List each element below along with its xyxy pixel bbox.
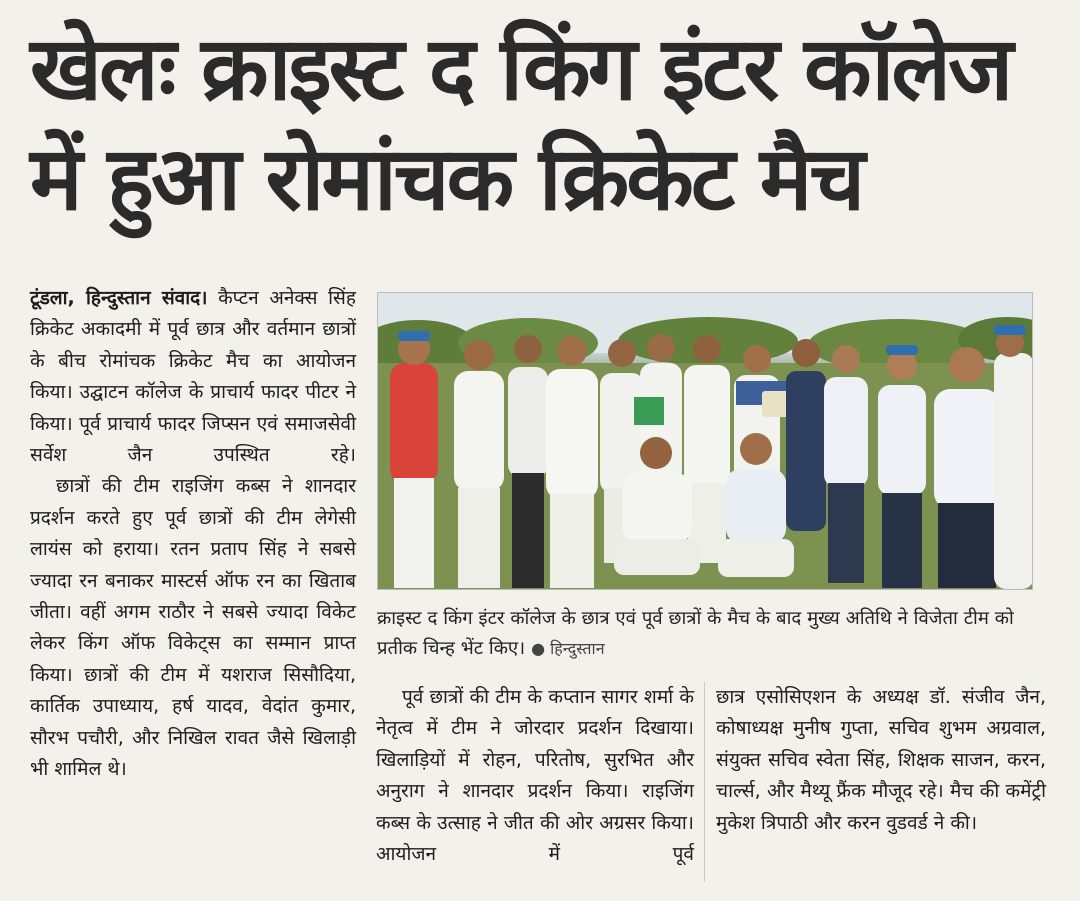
team-photo-illustration (378, 293, 1032, 589)
caption-text: क्राइस्ट द किंग इंटर कॉलेज के छात्र एवं पूर्व छात्रों के मैच के बाद मुख्य अतिथि ने विजेता टीम को प्रतीक चिन्ह भेंट किए। (377, 608, 1014, 659)
headline-line-1: खेलः क्राइस्ट द किंग इंटर कॉलेज (30, 17, 1011, 120)
team-photo (377, 292, 1033, 590)
article-paragraph-2: छात्रों की टीम राइजिंग कब्स ने शानदार प्रदर्शन करते हुए पूर्व छात्रों की टीम लेगेसी लायंस को हराया। रतन प्रताप सिंह ने सबसे ज्यादा रन बनाकर मास्टर्स ऑफ रन का खिताब जीता। वहीं अगम राठौर ने सबसे ज्यादा विकेट लेकर किंग ऑफ विकेट्स का सम्मान प्राप्त किया। छात्रों की टीम में यशराज सिसौदिया, कार्तिक उपाध्याय, हर्ष यादव, वेदांत कुमार, सौरभ पचौरी, और निखिल रावत जैसे खिलाड़ी भी शामिल थे। (30, 475, 356, 781)
photo-credit: ● हिन्दुस्तान (531, 639, 605, 658)
column-divider (704, 682, 705, 882)
headline (30, 14, 1050, 234)
article-paragraph-4: छात्र एसोसिएशन के अध्यक्ष डॉ. संजीव जैन, कोषाध्यक्ष मुनीष गुप्ता, सचिव शुभम अग्रवाल, संयुक्त सचिव स्वेता सिंह, शिक्षक साजन, करन, चार्ल्स, और मैथ्यू फ्रैंक मौजूद रहे। मैच की कमेंट्री मुकेश त्रिपाठी और करन वुडवर्ड ने की। (716, 686, 1046, 834)
article-paragraph-3: पूर्व छात्रों की टीम के कप्तान सागर शर्मा के नेतृत्व में टीम ने जोरदार प्रदर्शन दिखाया। खिलाड़ियों में रोहन, परितोष, सुरभित और अनुराग ने शानदार प्रदर्शन किया। राइजिंग कब्स के उत्साह ने जीत की ओर अग्रसर किया। आयोजन में पूर्व (376, 686, 694, 866)
article-column-3 (716, 682, 1046, 839)
article-column-2 (376, 682, 694, 870)
headline-line-2: में हुआ रोमांचक क्रिकेट मैच (30, 127, 863, 230)
photo-caption (377, 604, 1031, 664)
article-paragraph-1 (30, 283, 356, 471)
article-text-1: कैप्टन अनेक्स सिंह क्रिकेट अकादमी में पूर्व छात्र और वर्तमान छात्रों के बीच रोमांचक क्रिकेट मैच का आयोजन किया। उद्घाटन कॉलेज के प्राचार्य फादर पीटर ने किया। पूर्व प्राचार्य फादर जिप्सन एवं समाजसेवी सर्वेश जैन उपस्थित रहे। (30, 287, 356, 467)
article-column-1 (30, 283, 356, 786)
dateline: टूंडला, हिन्दुस्तान संवाद। (30, 287, 208, 309)
